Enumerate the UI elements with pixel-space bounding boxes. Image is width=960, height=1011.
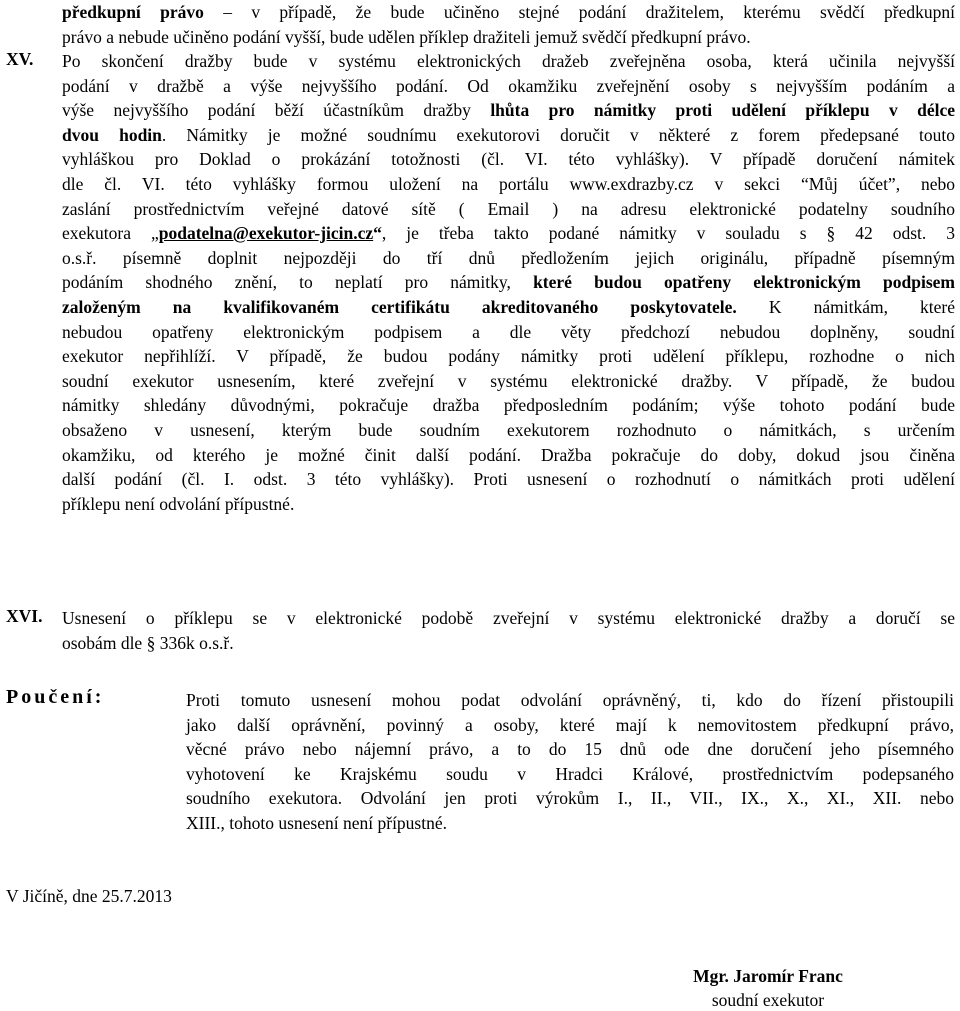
text-segment: o.s.ř. písemně doplnit nejpozději do tří dnů předložením jejich originálu, případně písemným — [62, 247, 955, 268]
text-segment: nebudou opatřeny elektronickým podpisem a dle věty předchozí nebudou doplněny, soudní — [62, 321, 955, 342]
text-segment: XIII., tohoto usnesení není přípustné. — [186, 812, 447, 833]
text-line — [62, 443, 955, 468]
text-line — [62, 270, 955, 295]
text-line — [62, 25, 955, 50]
text-segment: Po skončení dražby bude v systému elektronických dražeb zveřejněna osoba, která učinila nejvyšší — [62, 51, 955, 71]
text-segment: “ — [373, 223, 382, 244]
text-segment: exekutor nepřihlíží. V případě, že budou podány námitky proti udělení příklepu, rozhodne o nich — [62, 346, 955, 367]
text-segment: osobám dle § 336k o.s.ř. — [62, 632, 234, 653]
text-line — [186, 762, 954, 787]
text-segment: vyhláškou pro Doklad o prokázání totožnosti (čl. VI. této vyhlášky). V případě doručení námitek — [62, 149, 955, 170]
text-segment: – v případě, že bude učiněno stejné podání dražitelem, kterému svědčí předkupní — [203, 2, 955, 22]
text-segment: které budou opatřeny elektronickým podpisem — [533, 272, 956, 293]
text-segment: soudní exekutor usnesením, které zveřejní v systému elektronické dražby. V případě, že budou — [62, 370, 955, 391]
text-line — [62, 74, 955, 99]
pouceni-paragraph — [186, 688, 954, 836]
text-line — [62, 606, 955, 631]
text-segment: věcné právo nebo nájemní právo, a to do 15 dnů ode dne doručení jeho písemného — [186, 739, 954, 760]
text-segment: okamžiku, od kterého je možné činit další podání. Dražba pokračuje do doby, dokud jsou činěna — [62, 444, 955, 465]
text-line — [186, 688, 954, 713]
signature-title: soudní exekutor — [711, 990, 825, 1010]
text-line — [62, 492, 955, 517]
text-segment: soudního exekutora. Odvolání jen proti výrokům I., II., VII., IX., X., XI., XII. nebo — [186, 788, 954, 809]
section-number-xv: XV. — [6, 49, 34, 69]
text-segment: námitky shledány důvodnými, pokračuje dražba předposledním podáním; výše tohoto podání bude — [62, 395, 955, 416]
text-segment: K námitkám, které — [736, 296, 955, 317]
text-segment: lhůta pro námitky proti udělení příklepu v délce — [490, 100, 955, 121]
text-line — [62, 344, 955, 369]
text-segment: právo a nebude učiněno podání vyšší, bude udělen příklep dražiteli jemuž svědčí předkupní právo. — [62, 26, 751, 47]
text-line — [62, 418, 955, 443]
text-line — [62, 0, 955, 25]
text-line — [186, 811, 954, 836]
text-segment: podáním shodného znění, to neplatí pro námitky, — [62, 272, 534, 293]
text-line — [62, 221, 955, 246]
text-segment: předkupní právo — [62, 2, 204, 22]
text-segment: podatelna@exekutor-jicin.cz — [158, 223, 374, 244]
text-line — [62, 631, 955, 656]
text-segment: Usnesení o příklepu se v elektronické podobě zveřejní v systému elektronické dražby a doručí se — [62, 608, 955, 628]
text-segment: jako další oprávnění, povinný a osoby, které mají k nemovitostem předkupní právo, — [186, 714, 954, 735]
text-segment: zaslání prostřednictvím veřejné datové sítě ( Email ) na adresu elektronické podatelny soudního — [62, 198, 955, 219]
place-date: V Jičíně, dne 25.7.2013 — [6, 886, 172, 906]
text-line — [62, 467, 955, 492]
text-segment: výše nejvyššího podání běží účastníkům dražby — [62, 100, 491, 121]
text-line — [186, 786, 954, 811]
text-segment: vyhotovení ke Krajskému soudu v Hradci Králové, prostřednictvím podepsaného — [186, 763, 954, 784]
text-line — [62, 369, 955, 394]
text-line — [62, 393, 955, 418]
text-line — [62, 172, 955, 197]
pouceni-label: Poučení: — [6, 686, 105, 708]
text-segment: další podání (čl. I. odst. 3 této vyhlášky). Proti usnesení o rozhodnutí o námitkách proti udělení — [62, 469, 955, 490]
text-segment: příklepu není odvolání přípustné. — [62, 493, 295, 514]
text-line — [62, 246, 955, 271]
text-segment: . Námitky je možné soudnímu exekutorovi doručit v některé z forem předepsané touto — [161, 124, 955, 145]
section-xvi-paragraph — [62, 606, 955, 655]
text-segment: obsaženo v usnesení, kterým bude soudním exekutorem rozhodnuto o námitkách, s určením — [62, 419, 955, 440]
text-line — [62, 98, 955, 123]
text-segment: exekutora „ — [62, 223, 159, 244]
text-line — [62, 123, 955, 148]
section-xv-paragraph — [62, 49, 955, 516]
signature-name: Mgr. Jaromír Franc — [693, 966, 843, 986]
text-segment: Proti tomuto usnesení mohou podat odvolání oprávněný, ti, kdo do řízení přistoupili — [186, 690, 954, 710]
text-segment: založeným na kvalifikovaném certifikátu akreditovaného poskytovatele. — [62, 296, 737, 317]
text-segment: podání v dražbě a výše nejvyššího podání. Od okamžiku zveřejnění osoby s nejvyšším podáním a — [62, 75, 955, 96]
text-line — [186, 713, 954, 738]
text-segment: dle čl. VI. této vyhlášky formou uložení na portálu www.exdrazby.cz v sekci “Můj účet”, nebo — [62, 173, 955, 194]
text-segment: , je třeba takto podané námitky v souladu s § 42 odst. 3 — [381, 223, 955, 244]
intro-paragraph — [62, 0, 955, 49]
text-line — [62, 197, 955, 222]
text-line — [186, 737, 954, 762]
text-line — [62, 147, 955, 172]
text-line — [62, 49, 955, 74]
text-segment: dvou hodin — [62, 124, 162, 145]
text-line — [62, 320, 955, 345]
section-number-xvi: XVI. — [6, 606, 43, 626]
text-line — [62, 295, 955, 320]
